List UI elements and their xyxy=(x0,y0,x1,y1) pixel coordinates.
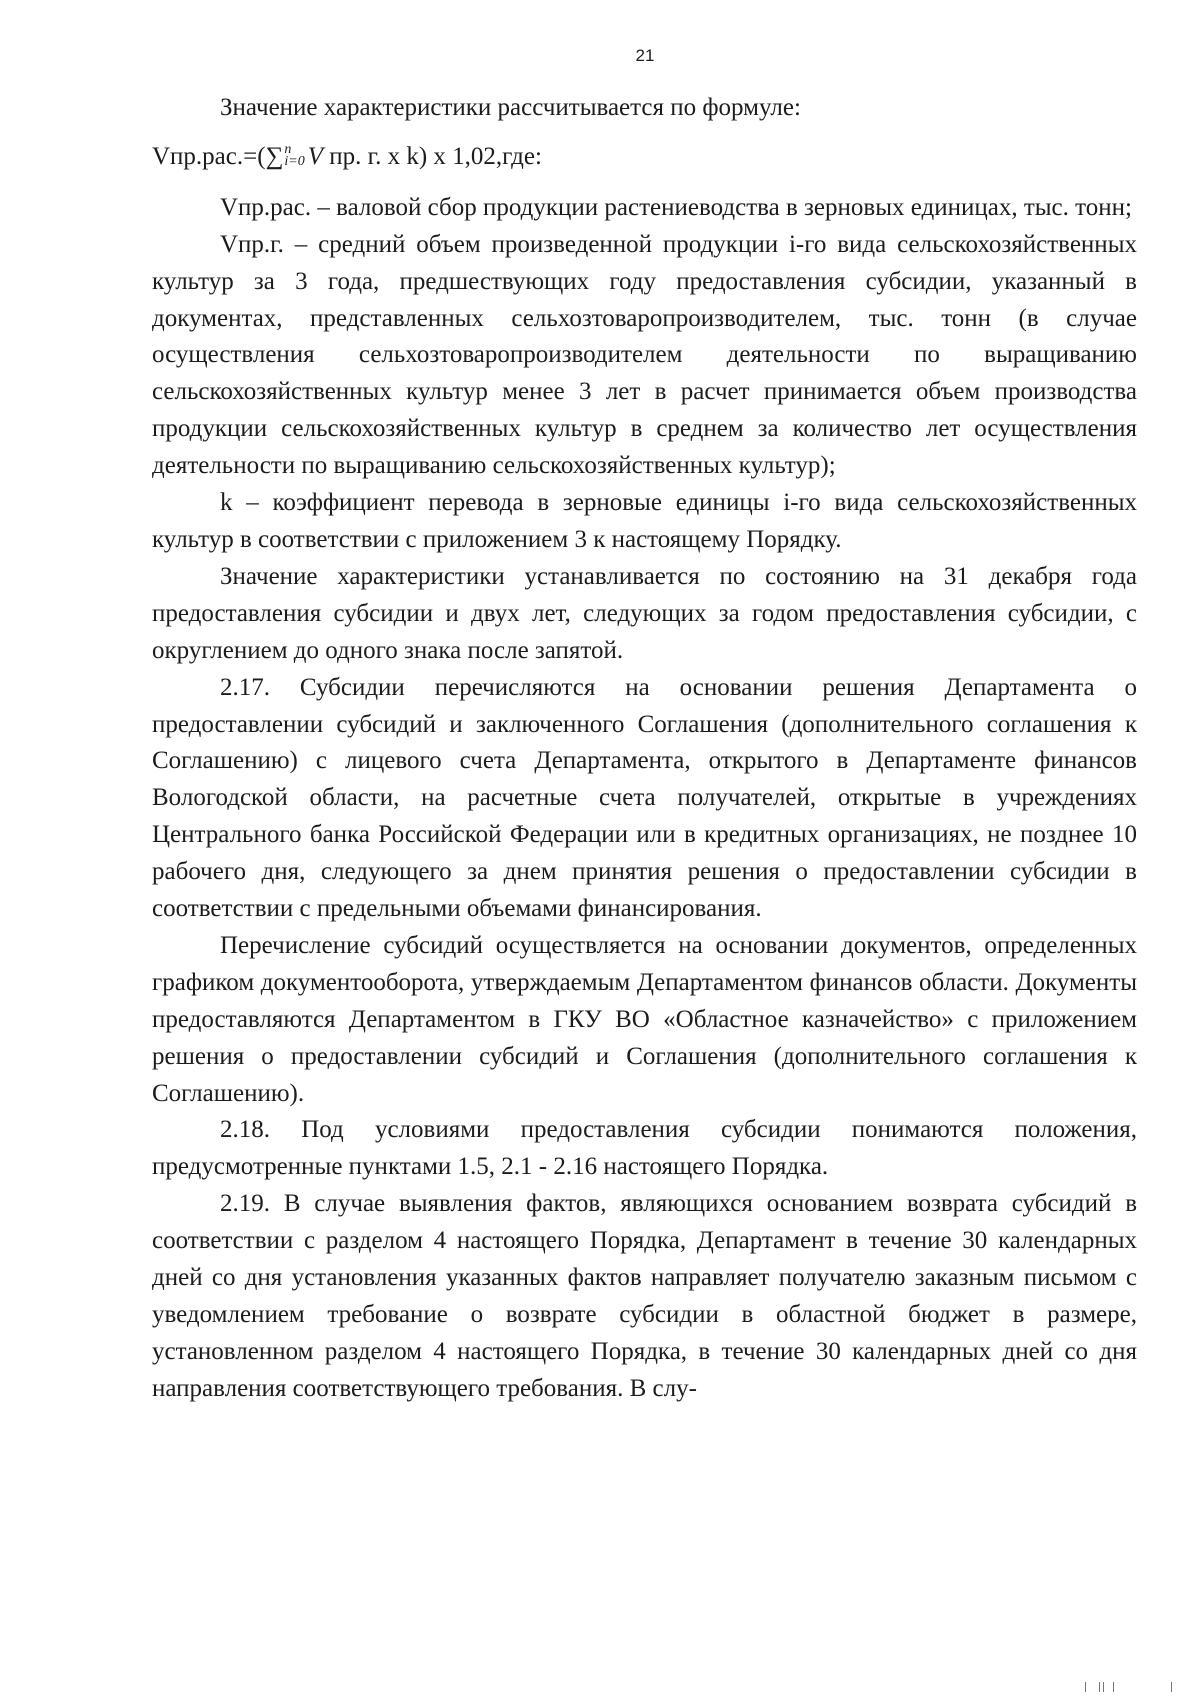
paragraph-vpr-ras: Vпр.рас. – валовой сбор продукции растениеводства в зерновых единицах, тыс. тонн; xyxy=(220,193,1132,221)
paragraph-transfer: Перечисление субсидий осуществляется на основании документов, определенных графиком документооборота, утверждаемым Департаментом финансов области. Документы предоставляются Департаментом в ГКУ ВО «Областное казначейство» с приложением решения о предоставлении субсидий и Соглашения (дополнительного соглашения к Соглашению). xyxy=(152,931,1137,1107)
paragraph-k: k – коэффициент перевода в зерновые единицы i-го вида сельскохозяйственных культур в соответствии с приложением 3 к настоящему Порядку. xyxy=(152,489,1137,553)
formula-body: пр. г. x k) x 1,02,где: xyxy=(323,142,542,170)
scan-marks xyxy=(1085,1682,1185,1694)
sum-symbol: ∑ xyxy=(265,142,284,170)
paragraph-2-18: 2.18. Под условиями предоставления субсидии понимаются положения, предусмотренные пунктами 1.5, 2.1 - 2.16 настоящего Порядка. xyxy=(152,1116,1137,1181)
sum-limits xyxy=(284,144,304,168)
paragraph-formula-intro: Значение характеристики рассчитывается по формуле: xyxy=(220,94,801,121)
paragraph-characteristic-date: Значение характеристики устанавливается по состоянию на 31 декабря года предоставления субсидии и двух лет, следующих за годом предоставления субсидии, с округлением до одного знака после запятой. xyxy=(152,562,1137,664)
page-number: 21 xyxy=(635,46,655,65)
sum-upper-limit: n xyxy=(284,142,292,158)
paragraph-2-17: 2.17. Субсидии перечисляются на основании решения Департамента о предоставлении субсидий и заключенного Соглашения (дополнительного соглашения к Соглашению) с лицевого счета Департамента, открытого в Департаменте финансов Вологодской области, на расчетные счета получателей, открытые в учреждениях Центрального банка Российской Федерации или в кредитных организациях, не позднее 10 рабочего дня, следующего за днем принятия решения о предоставлении субсидии в соответствии с предельными объемами финансирования. xyxy=(152,673,1137,923)
paragraph-2-19: 2.19. В случае выявления фактов, являющихся основанием возврата субсидий в соответствии с разделом 4 настоящего Порядка, Департамент в течение 30 календарных дней со дня установления указанных фактов направляет получателю заказным письмом с уведомлением требование о возврате субсидии в областной бюджет в размере, установленном разделом 4 настоящего Порядка, в течение 30 календарных дней со дня направления соответствующего требования. В слу- xyxy=(152,1190,1137,1402)
document-body xyxy=(152,90,1137,1408)
formula-lhs: Vпр.рас.=( xyxy=(152,142,266,170)
formula-variable-v: V xyxy=(307,142,324,170)
sum-lower-limit: i=0 xyxy=(284,154,305,170)
paragraph-vpr-g: Vпр.г. – средний объем произведенной продукции i-го вида сельскохозяйственных культур за 3 года, предшествующих году предоставления субсидии, указанный в документах, представленных сельхозтоваропроизводителем, тыс. тонн (в случае осуществления сельхозтоваропроизводителем деятельности по выращиванию сельскохозяйственных культур менее 3 лет в расчет принимается объем производства продукции сельскохозяйственных культур в среднем за количество лет осуществления деятельности по выращиванию сельскохозяйственных культур); xyxy=(152,230,1137,480)
formula xyxy=(152,139,1137,176)
